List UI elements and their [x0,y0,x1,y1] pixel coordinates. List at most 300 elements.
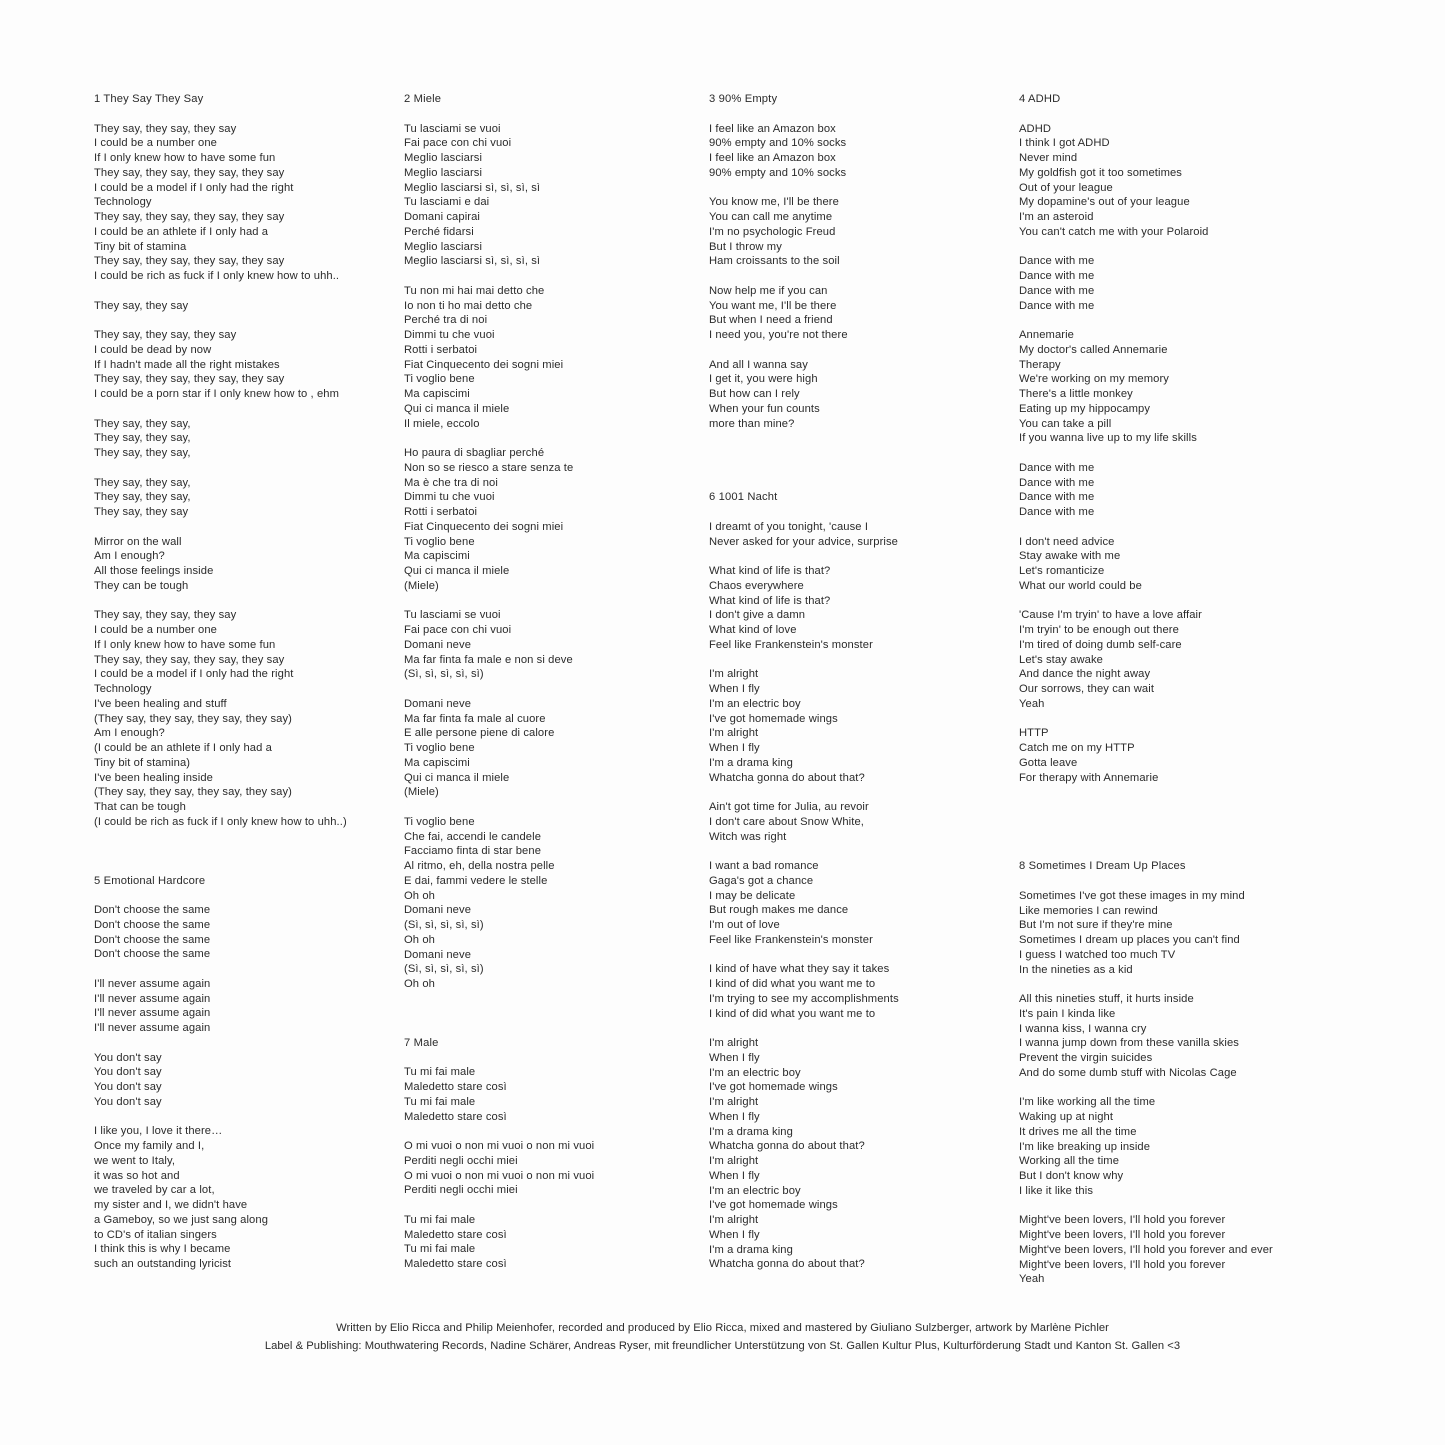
lyric-line: There's a little monkey [1019,388,1133,401]
lyric-line: we traveled by car a lot, [94,1184,215,1197]
lyric-line: Don't choose the same [94,918,211,931]
lyric-line: In the nineties as a kid [1019,963,1133,976]
stanza [94,417,404,461]
lyric-line: Meglio lasciarsi [404,240,483,253]
song-block [709,92,1019,431]
song-block [709,490,1019,1272]
lyric-line: You don't say [94,1081,162,1094]
stanza-gap [1019,107,1364,122]
song-block [404,1036,709,1272]
lyric-line: Tu mi fai male [404,1066,476,1079]
lyric-line: (Sì, sì, sì, sì, sì) [404,919,484,932]
lyric-line: They say, they say, they say, they say [94,653,285,666]
lyric-line: Don't choose the same [94,933,211,946]
lyric-line: My doctor's called Annemarie [1019,343,1168,356]
lyric-line: They say, they say [94,506,189,519]
song-title: 5 Emotional Hardcore [94,874,206,887]
lyric-line: Domani neve [404,638,472,651]
stanza [709,564,1019,653]
lyric-line: They say, they say, they say [94,122,237,135]
stanza [94,1051,404,1110]
lyric-line: Rotti i serbatoi [404,506,478,519]
lyric-line: Might've been lovers, I'll hold you forever [1019,1229,1226,1242]
lyric-line: Am I enough? [94,727,165,740]
stanza [709,520,1019,550]
stanza-gap [94,284,404,299]
stanza-gap [404,1051,709,1066]
lyric-line: Gaga's got a chance [709,874,814,887]
lyric-line: (Miele) [404,579,439,592]
lyric-line: Don't choose the same [94,948,211,961]
lyric-line: Meglio lasciarsi sì, sì, sì, sì [404,181,541,194]
lyric-line: I could be an athlete if I only had a [94,225,269,238]
lyric-line: Fai pace con chi vuoi [404,624,512,637]
lyric-line: Domani neve [404,697,472,710]
stanza [404,608,709,682]
stanza [94,1124,404,1272]
lyric-line: Might've been lovers, I'll hold you forever [1019,1258,1226,1271]
stanza [94,977,404,1036]
lyric-line: Ma capiscimi [404,550,470,563]
lyric-line: When I fly [709,683,760,696]
stanza-gap [94,594,404,609]
lyric-line: If you wanna live up to my life skills [1019,432,1197,445]
lyric-line: ADHD [1019,122,1052,135]
lyric-line: Che fai, accendi le candele [404,830,542,843]
lyric-line: I could be a porn star if I only knew how to , ehm [94,388,340,401]
lyric-line: Tu lasciami se vuoi [404,122,501,135]
stanza-gap [94,888,404,903]
lyric-line: Ma far finta fa male al cuore [404,712,546,725]
lyric-line: Domani neve [404,904,472,917]
lyric-line: Out of your league [1019,181,1113,194]
lyric-line: Whatcha gonna do about that? [709,771,865,784]
lyric-line: a Gameboy, so we just sang along [94,1213,269,1226]
stanza-gap [1019,594,1364,609]
lyric-line: Once my family and I, [94,1140,205,1153]
lyric-line: But I don't know why [1019,1170,1124,1183]
credits-line-label-publishing: Label & Publishing: Mouthwatering Records, Nadine Schärer, Andreas Ryser, mit freundlicher Unterstützung von St. Gallen Kultur Plus, Kulturförderung Stadt und Kanton St. Gallen <3 [264,1339,1181,1352]
lyric-line: Qui ci manca il miele [404,565,510,578]
lyric-line: Qui ci manca il miele [404,402,510,415]
lyric-line: Perché fidarsi [404,225,474,238]
lyric-line: I've got homemade wings [709,712,838,725]
song-block [94,92,404,830]
stanza [1019,608,1364,711]
song-block [1019,92,1364,785]
lyric-line: 90% empty and 10% socks [709,137,847,150]
lyric-line: I kind of did what you want me to [709,978,876,991]
lyric-line: They say, they say, [94,417,191,430]
lyric-line: Dimmi tu che vuoi [404,491,495,504]
lyric-line: I could be a number one [94,137,217,150]
lyric-line: Domani neve [404,948,472,961]
song-title: 3 90% Empty [709,93,778,105]
lyric-line: I like it like this [1019,1184,1094,1197]
lyric-line: Meglio lasciarsi sì, sì, sì, sì [404,255,541,268]
stanza [1019,1213,1364,1287]
lyric-line: You know me, I'll be there [709,196,839,209]
stanza [1019,1095,1364,1198]
column-4 [1019,92,1364,1287]
stanza-gap [709,269,1019,284]
lyric-line: Sometimes I've got these images in my mind [1019,889,1245,902]
lyric-line: Non so se riesco a stare senza te [404,461,574,474]
lyric-line: Technology [94,683,152,696]
lyric-line: Oh oh [404,978,435,991]
stanza [1019,726,1364,785]
lyric-line: Ma capiscimi [404,388,470,401]
lyric-line: Rotti i serbatoi [404,343,478,356]
lyric-line: Therapy [1019,358,1061,371]
lyric-line: I'll never assume again [94,977,211,990]
lyric-line: And dance the night away [1019,668,1151,681]
lyric-line: I think this is why I became [94,1243,231,1256]
lyric-line: I'm alright [709,727,759,740]
lyric-line: Maledetto stare così [404,1228,507,1241]
stanza-gap [709,549,1019,564]
lyric-line: That can be tough [94,801,186,814]
stanza-gap [404,1198,709,1213]
stanza-gap [709,505,1019,520]
lyric-line: Feel like Frankenstein's monster [709,638,873,651]
lyric-line: Ti voglio bene [404,373,475,386]
lyric-line: They say, they say, they say, they say [94,211,285,224]
lyric-line: When I fly [709,1051,760,1064]
lyric-line: Never mind [1019,152,1078,165]
lyric-line: (They say, they say, they say, they say) [94,712,292,725]
lyric-line: (I could be an athlete if I only had a [94,742,272,755]
lyric-line: Maledetto stare così [404,1258,507,1271]
stanza-gap [1019,446,1364,461]
song-spacer [94,830,404,874]
column-1 [94,92,404,1272]
lyric-line: Tu non mi hai mai detto che [404,284,545,297]
lyric-line: Dance with me [1019,299,1095,312]
lyric-line: I'm an electric boy [709,697,801,710]
stanza [709,284,1019,343]
stanza-gap [94,313,404,328]
lyric-line: Domani capirai [404,211,481,224]
lyric-line: Might've been lovers, I'll hold you forever [1019,1214,1226,1227]
lyric-line: I don't give a damn [709,609,806,622]
lyric-line: I'm alright [709,1214,759,1227]
song-spacer [404,992,709,1036]
lyric-line: Never asked for your advice, surprise [709,535,898,548]
lyric-line: Our sorrows, they can wait [1019,683,1155,696]
lyric-line: They say, they say [94,299,189,312]
stanza-gap [709,1021,1019,1036]
lyric-line: Mirror on the wall [94,535,182,548]
stanza [1019,992,1364,1081]
lyric-line: When I fly [709,742,760,755]
lyric-line: Annemarie [1019,329,1075,342]
lyric-line: Eating up my hippocampy [1019,402,1151,415]
lyric-line: Ain't got time for Julia, au revoir [709,801,869,814]
lyric-line: They say, they say, they say, they say [94,373,285,386]
lyric-line: Gotta leave [1019,756,1078,769]
lyric-line: But how can I rely [709,388,800,401]
song-title: 8 Sometimes I Dream Up Places [1019,860,1186,873]
lyric-line: Witch was right [709,830,787,843]
lyric-line: Tu lasciami e dai [404,196,490,209]
lyric-line: I'm trying to see my accomplishments [709,992,899,1005]
lyric-line: Fiat Cinquecento dei sogni miei [404,358,564,371]
lyric-line: I don't need advice [1019,535,1115,548]
lyric-line: we went to Italy, [94,1154,176,1167]
lyric-line: Might've been lovers, I'll hold you forever and ever [1019,1243,1273,1256]
stanza-gap [1019,520,1364,535]
stanza-gap [709,653,1019,668]
lyric-line: Ham croissants to the soil [709,255,840,268]
stanza [709,358,1019,432]
lyric-line: Io non ti ho mai detto che [404,299,533,312]
lyric-line: What kind of life is that? [709,594,831,607]
lyric-line: They say, they say, they say, they say [94,255,285,268]
stanza [94,608,404,829]
lyric-line: Ma capiscimi [404,756,470,769]
lyric-line: Dance with me [1019,284,1095,297]
lyric-line: I'm alright [709,1037,759,1050]
stanza-gap [94,402,404,417]
lyric-line: I could be rich as fuck if I only knew how to uhh.. [94,270,340,283]
lyric-line: Dimmi tu che vuoi [404,329,495,342]
lyric-line: 90% empty and 10% socks [709,166,847,179]
lyric-line: I'm a drama king [709,1125,793,1138]
stanza [1019,328,1364,446]
stanza [709,962,1019,1021]
stanza [94,535,404,594]
lyric-line: You don't say [94,1095,162,1108]
lyric-line: You can take a pill [1019,417,1112,430]
stanza-gap [404,269,709,284]
stanza [1019,254,1364,313]
lyric-line: Waking up at night [1019,1111,1114,1124]
stanza [1019,122,1364,240]
stanza [1019,461,1364,520]
lyric-line: Perditi negli occhi miei [404,1154,518,1167]
stanza [94,476,404,520]
lyric-line: Prevent the virgin suicides [1019,1052,1153,1065]
lyric-line: I could be dead by now [94,343,212,356]
lyric-line: Dance with me [1019,270,1095,283]
lyric-line: They say, they say, they say, they say [94,166,285,179]
lyric-line: such an outstanding lyricist [94,1258,232,1271]
lyric-line: When I fly [709,1228,760,1241]
stanza [709,122,1019,181]
lyric-line: Like memories I can rewind [1019,904,1158,917]
lyric-line: I'm no psychologic Freud [709,225,836,238]
lyric-line: You can call me anytime [709,211,833,224]
stanza-gap [404,107,709,122]
lyric-line: Fiat Cinquecento dei sogni miei [404,520,564,533]
stanza-gap [404,431,709,446]
lyric-line: (Sì, sì, sì, sì, sì) [404,668,484,681]
stanza [709,859,1019,948]
lyric-line: If I hadn't made all the right mistakes [94,358,280,371]
song-block [404,92,709,992]
lyric-line: They say, they say, they say [94,329,237,342]
lyric-line: my sister and I, we didn't have [94,1199,248,1212]
lyric-line: Tiny bit of stamina [94,240,187,253]
lyric-line: You don't say [94,1051,162,1064]
lyric-line: Dance with me [1019,255,1095,268]
song-spacer [1019,785,1364,859]
song-title: 6 1001 Nacht [709,491,778,504]
lyric-line: What kind of life is that? [709,565,831,578]
stanza-gap [404,800,709,815]
lyric-line: And all I wanna say [709,358,808,371]
lyric-line: Al ritmo, eh, della nostra pelle [404,860,555,873]
lyrics-columns [94,92,1364,1287]
lyric-line: Let's stay awake [1019,653,1103,666]
lyric-line: Tu mi fai male [404,1243,476,1256]
credits-line-written-by: Written by Elio Ricca and Philip Meienhofer, recorded and produced by Elio Ricca, mixed and mastered by Giuliano Sulzberger, artwork by Marlène Pichler [336,1322,1109,1334]
lyric-line: Perché tra di noi [404,314,488,327]
stanza [709,195,1019,269]
lyric-line: What kind of love [709,624,797,637]
column-2 [404,92,709,1272]
lyric-line: I think I got ADHD [1019,137,1110,150]
lyric-line: When your fun counts [709,402,820,415]
stanza-gap [1019,313,1364,328]
lyric-line: I'm an asteroid [1019,211,1094,224]
lyric-line: Ti voglio bene [404,742,475,755]
song-block [1019,859,1364,1287]
stanza-gap [94,461,404,476]
lyric-line: But I throw my [709,240,782,253]
lyric-line: I feel like an Amazon box [709,152,836,165]
lyric-line: Sometimes I dream up places you can't find [1019,934,1240,947]
lyric-line: Don't choose the same [94,904,211,917]
lyric-line: I'm tired of doing dumb self-care [1019,638,1182,651]
lyric-line: I wanna jump down from these vanilla skies [1019,1037,1239,1050]
lyric-line: I kind of have what they say it takes [709,963,890,976]
stanza-gap [1019,1199,1364,1214]
stanza [1019,889,1364,978]
lyric-line: All this nineties stuff, it hurts inside [1019,993,1194,1006]
stanza [94,122,404,284]
lyric-line: E alle persone piene di calore [404,727,555,740]
song-spacer [709,431,1019,490]
lyric-line: When I fly [709,1110,760,1123]
lyric-line: Ma è che tra di noi [404,476,498,489]
song-title: 1 They Say They Say [94,93,204,105]
lyric-line: I'm a drama king [709,756,793,769]
stanza-gap [709,181,1019,196]
stanza-gap [404,594,709,609]
lyric-line: Dance with me [1019,476,1095,489]
lyric-line: They say, they say, [94,491,191,504]
lyric-line: Tiny bit of stamina) [94,756,191,769]
lyric-line: I've been healing inside [94,771,213,784]
lyric-line: I need you, you're not there [709,329,848,342]
lyric-line: You can't catch me with your Polaroid [1019,225,1209,238]
lyric-line: I could be a model if I only had the right [94,181,294,194]
stanza [404,697,709,800]
stanza [404,284,709,432]
lyric-line: They say, they say, [94,447,191,460]
lyric-line: Whatcha gonna do about that? [709,1140,865,1153]
lyric-line: 'Cause I'm tryin' to have a love affair [1019,609,1202,622]
lyric-line: Tu lasciami se vuoi [404,609,501,622]
lyric-line: You want me, I'll be there [709,299,837,312]
stanza-gap [94,1036,404,1051]
stanza-gap [94,107,404,122]
lyric-line: I wanna kiss, I wanna cry [1019,1022,1147,1035]
lyric-line: Stay awake with me [1019,550,1121,563]
lyric-line: I'm tryin' to be enough out there [1019,624,1179,637]
lyric-line: I'm like breaking up inside [1019,1140,1151,1153]
lyric-line: HTTP [1019,727,1049,740]
lyric-line: For therapy with Annemarie [1019,771,1159,784]
lyric-line: more than mine? [709,417,795,430]
lyric-line: All those feelings inside [94,565,214,578]
lyric-line: it was so hot and [94,1169,180,1182]
lyric-line: But rough makes me dance [709,904,849,917]
lyric-line: What our world could be [1019,579,1142,592]
stanza-gap [1019,240,1364,255]
lyric-line: I'm an electric boy [709,1066,801,1079]
lyric-line: I'll never assume again [94,992,211,1005]
lyric-line: Ti voglio bene [404,535,475,548]
lyric-line: But when I need a friend [709,314,833,327]
lyric-line: Perditi negli occhi miei [404,1184,518,1197]
lyric-line: Fai pace con chi vuoi [404,137,512,150]
lyric-line: I dreamt of you tonight, 'cause I [709,520,869,533]
lyric-line: Meglio lasciarsi [404,152,483,165]
stanza-gap [709,343,1019,358]
stanza-gap [94,962,404,977]
lyric-line: You don't say [94,1066,162,1079]
lyric-line: Il miele, eccolo [404,417,480,430]
stanza-gap [404,1124,709,1139]
lyric-line: E dai, fammi vedere le stelle [404,874,548,887]
lyric-line: Qui ci manca il miele [404,771,510,784]
lyric-line: to CD's of italian singers [94,1228,217,1241]
lyric-line: They say, they say, [94,476,191,489]
lyric-line: I like you, I love it there… [94,1125,223,1138]
lyric-line: I've got homemade wings [709,1199,838,1212]
lyric-line: I'm alright [709,1155,759,1168]
lyric-line: (Miele) [404,786,439,799]
column-3 [709,92,1019,1272]
lyric-line: Ho paura di sbagliar perché [404,447,545,460]
lyric-line: I may be delicate [709,889,796,902]
lyric-line: (They say, they say, they say, they say) [94,786,292,799]
lyric-line: I could be a number one [94,624,217,637]
lyric-line: (I could be rich as fuck if I only knew how to uhh..) [94,815,347,828]
lyric-line: I've been healing and stuff [94,697,227,710]
lyric-line: Dance with me [1019,461,1095,474]
lyric-line: And do some dumb stuff with Nicolas Cage [1019,1066,1237,1079]
stanza-gap [709,948,1019,963]
lyric-line: My dopamine's out of your league [1019,196,1190,209]
lyric-line: Facciamo finta di star bene [404,845,542,858]
stanza [404,1065,709,1124]
song-title: 7 Male [404,1036,439,1049]
stanza [94,328,404,402]
lyric-line: It drives me all the time [1019,1125,1137,1138]
lyric-line: I'm alright [709,1096,759,1109]
lyric-line: I feel like an Amazon box [709,122,836,135]
stanza-gap [1019,1081,1364,1096]
lyric-line: They say, they say, [94,432,191,445]
lyric-line: I'm like working all the time [1019,1096,1156,1109]
song-title: 2 Miele [404,93,442,105]
stanza-gap [94,520,404,535]
lyric-line: When I fly [709,1169,760,1182]
